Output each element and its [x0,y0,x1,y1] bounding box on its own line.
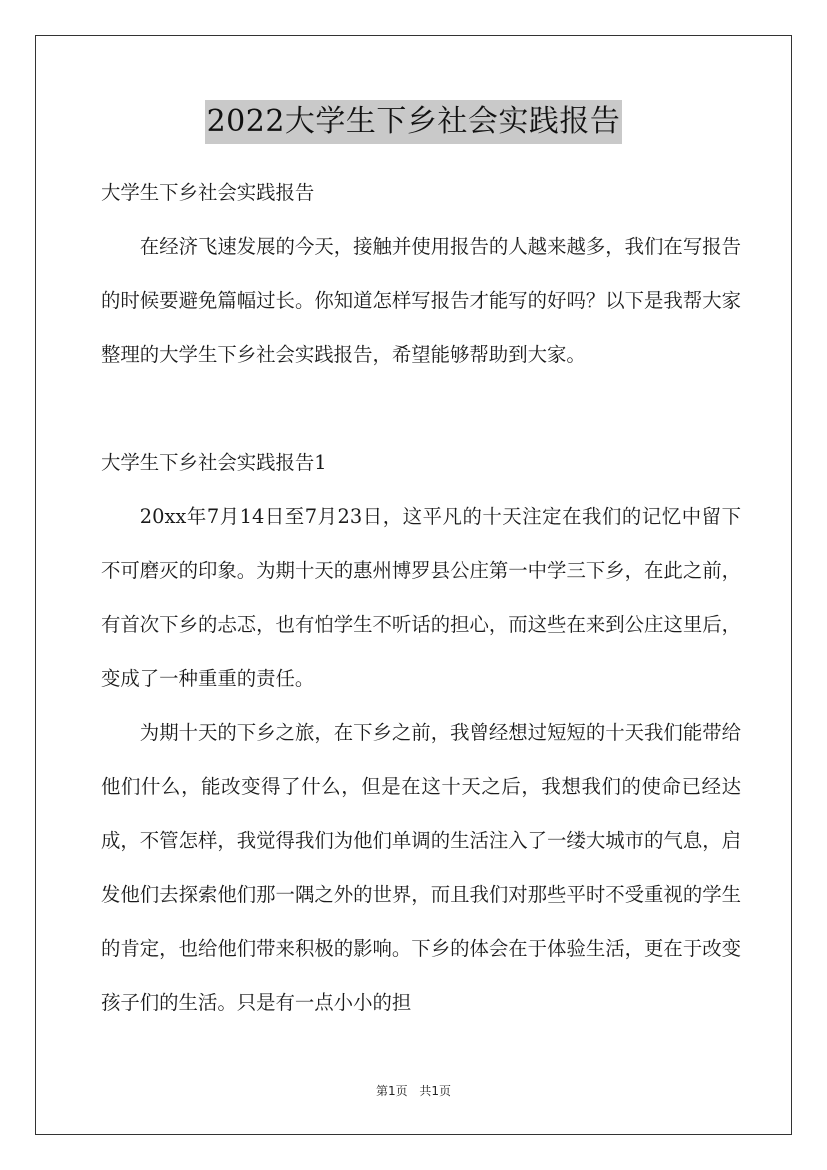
document-title: 2022大学生下乡社会实践报告 [205,100,623,144]
intro-paragraph: 在经济飞速发展的今天，接触并使用报告的人越来越多，我们在写报告的时候要避免篇幅过长。你知道怎样写报告才能写的好吗？以下是我帮大家整理的大学生下乡社会实践报告，希望能够帮助到大家。 [101,235,741,366]
page-number: 第1页 [375,1084,408,1098]
title-container [0,100,827,144]
section-paragraph-1: 20xx年7月14日至7月23日，这平凡的十天注定在我们的记忆中留下不可磨灭的印象。为期十天的惠州博罗县公庄第一中学三下乡，在此之前，有首次下乡的忐忑，也有怕学生不听话的担心，而这些在来到公庄这里后，变成了一种重重的责任。 [101,505,741,690]
section-paragraph-2: 为期十天的下乡之旅，在下乡之前，我曾经想过短短的十天我们能带给他们什么，能改变得了什么，但是在这十天之后，我想我们的使命已经达成，不管怎样，我觉得我们为他们单调的生活注入了一缕大城市的气息，启发他们去探索他们那一隅之外的世界，而且我们对那些平时不受重视的学生的肯定，也给他们带来积极的影响。下乡的体会在于体验生活，更在于改变孩子们的生活。只是有一点小小的担 [101,721,741,1014]
page-footer [0,1083,827,1099]
document-subtitle: 大学生下乡社会实践报告 [101,181,315,204]
document-body [101,166,741,1030]
page-total: 共1页 [419,1084,452,1098]
paragraph-gap [101,382,741,436]
section-heading: 大学生下乡社会实践报告1 [101,451,327,474]
